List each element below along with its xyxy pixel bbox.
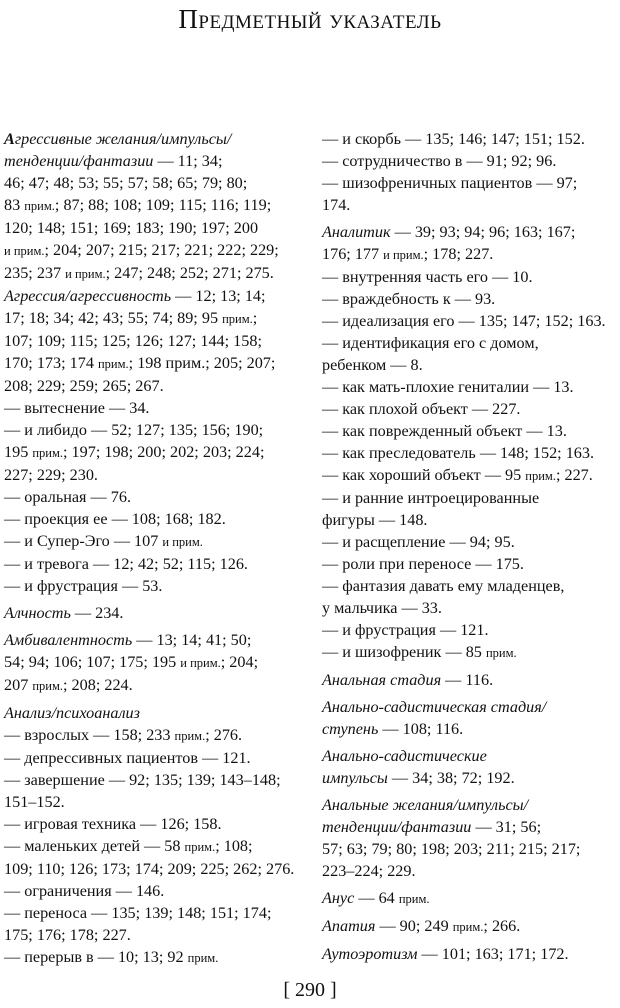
index-line: — как плохой объект — 227. xyxy=(322,400,521,418)
index-line: — маленьких детей — 58 прим.; 108; xyxy=(4,837,253,855)
page-title: Предметный указатель xyxy=(178,4,442,34)
index-line: — и тревога — 12; 42; 52; 115; 126. xyxy=(4,555,248,573)
index-line: — взрослых — 158; 233 прим.; 276. xyxy=(4,726,243,744)
index-heading: Аналитик — 39; 93; 94; 96; 163; 167; xyxy=(322,223,576,241)
index-line: 17; 18; 34; 42; 43; 55; 74; 89; 95 прим.; xyxy=(4,309,258,327)
index-heading: Анус — 64 прим. xyxy=(322,889,430,907)
index-heading: Агрессия/агрессивность — 12; 13; 14; xyxy=(4,287,266,305)
index-line: 174. xyxy=(322,196,351,214)
index-line: фигуры — 148. xyxy=(322,511,428,529)
index-line: 83 прим.; 87; 88; 108; 109; 115; 116; 119; xyxy=(4,196,272,214)
index-heading: Алчность — 234. xyxy=(4,604,124,622)
index-line: — игровая техника — 126; 158. xyxy=(4,815,222,833)
index-line: — идентификация его с домом, xyxy=(322,334,539,352)
index-line: 207 прим.; 208; 224. xyxy=(4,676,133,694)
index-line: — проекция ее — 108; 168; 182. xyxy=(4,510,226,528)
index-line: — как хороший объект — 95 прим.; 227. xyxy=(322,466,593,484)
index-line: 227; 229; 230. xyxy=(4,466,98,484)
index-line: 170; 173; 174 прим.; 198 прим.; 205; 207; xyxy=(4,354,276,372)
index-line: 175; 176; 178; 227. xyxy=(4,926,131,944)
index-line: у мальчика — 33. xyxy=(322,599,442,617)
index-heading: тенденции/фантазии — 31; 56; xyxy=(322,818,542,836)
index-line: ребенком — 8. xyxy=(322,356,423,374)
index-line: 107; 109; 115; 125; 126; 127; 144; 158; xyxy=(4,332,262,350)
index-heading: Анально-садистическая стадия/ xyxy=(322,698,547,716)
index-line: — перерыв в — 10; 13; 92 прим. xyxy=(4,948,219,966)
index-line: — фантазия давать ему младенцев, xyxy=(322,577,565,595)
index-line: — оральная — 76. xyxy=(4,488,132,506)
index-line: 235; 237 и прим.; 247; 248; 252; 271; 275. xyxy=(4,264,274,282)
index-heading: Аутоэротизм — 101; 163; 171; 172. xyxy=(322,945,569,963)
index-line: — и ранние интроецированные xyxy=(322,489,540,507)
index-heading: Апатия — 90; 249 прим.; 266. xyxy=(322,917,521,935)
index-line: — и Супер-Эго — 107 и прим. xyxy=(4,532,203,550)
index-heading: тенденции/фантазии — 11; 34; xyxy=(4,152,223,170)
index-heading: Анальная стадия — 116. xyxy=(322,671,494,689)
index-line: — как преследователь — 148; 152; 163. xyxy=(322,444,595,462)
index-line: 57; 63; 79; 80; 198; 203; 211; 215; 217; xyxy=(322,840,581,858)
index-heading: Амбивалентность — 13; 14; 41; 50; xyxy=(4,631,252,649)
index-heading: Агрессивные желания/импульсы/ xyxy=(4,130,232,148)
index-line: — и расщепление — 94; 95. xyxy=(322,533,515,551)
index-heading: Анально-садистические xyxy=(322,747,487,765)
index-line: 223–224; 229. xyxy=(322,862,416,880)
index-line: — и фрустрация — 53. xyxy=(4,577,163,595)
index-line: — депрессивных пациентов — 121. xyxy=(4,749,251,767)
index-line: 176; 177 и прим.; 178; 227. xyxy=(322,245,494,263)
index-line: 151–152. xyxy=(4,793,65,811)
index-line: — переноса — 135; 139; 148; 151; 174; xyxy=(4,904,272,922)
index-line: — внутренняя часть его — 10. xyxy=(322,268,533,286)
index-heading: ступень — 108; 116. xyxy=(322,720,464,738)
index-line: — шизофреничных пациентов — 97; xyxy=(322,174,578,192)
index-heading: Анализ/психоанализ xyxy=(4,704,140,722)
index-line: — ограничения — 146. xyxy=(4,882,165,900)
index-line: — сотрудничество в — 91; 92; 96. xyxy=(322,152,557,170)
index-line: 208; 229; 259; 265; 267. xyxy=(4,377,164,395)
index-line: — роли при переносе — 175. xyxy=(322,555,524,573)
index-line: — и либидо — 52; 127; 135; 156; 190; xyxy=(4,421,264,439)
index-line: 46; 47; 48; 53; 55; 57; 58; 65; 79; 80; xyxy=(4,174,248,192)
index-line: и прим.; 204; 207; 215; 217; 221; 222; 229; xyxy=(4,241,279,259)
index-line: — и шизофреник — 85 прим. xyxy=(322,643,517,661)
index-line: — как поврежденный объект — 13. xyxy=(322,422,567,440)
index-line: 120; 148; 151; 169; 183; 190; 197; 200 xyxy=(4,219,259,237)
index-line: — враждебность к — 93. xyxy=(322,290,496,308)
index-line: 109; 110; 126; 173; 174; 209; 225; 262; 276. xyxy=(4,860,295,878)
index-line: — вытеснение — 34. xyxy=(4,399,150,417)
index-line: 54; 94; 106; 107; 175; 195 и прим.; 204; xyxy=(4,653,259,671)
index-line: — и скорбь — 135; 146; 147; 151; 152. xyxy=(322,130,585,148)
index-line: 195 прим.; 197; 198; 200; 202; 203; 224; xyxy=(4,443,265,461)
page-number: [ 290 ] xyxy=(283,979,337,1001)
index-column-right xyxy=(322,128,614,965)
index-line: — идеализация его — 135; 147; 152; 163. xyxy=(322,312,606,330)
index-line: — и фрустрация — 121. xyxy=(322,621,489,639)
index-heading: импульсы — 34; 38; 72; 192. xyxy=(322,769,515,787)
index-line: — завершение — 92; 135; 139; 143–148; xyxy=(4,771,281,789)
index-line: — как мать-плохие гениталии — 13. xyxy=(322,378,574,396)
index-heading: Анальные желания/импульсы/ xyxy=(322,796,529,814)
index-column-left xyxy=(4,128,296,969)
